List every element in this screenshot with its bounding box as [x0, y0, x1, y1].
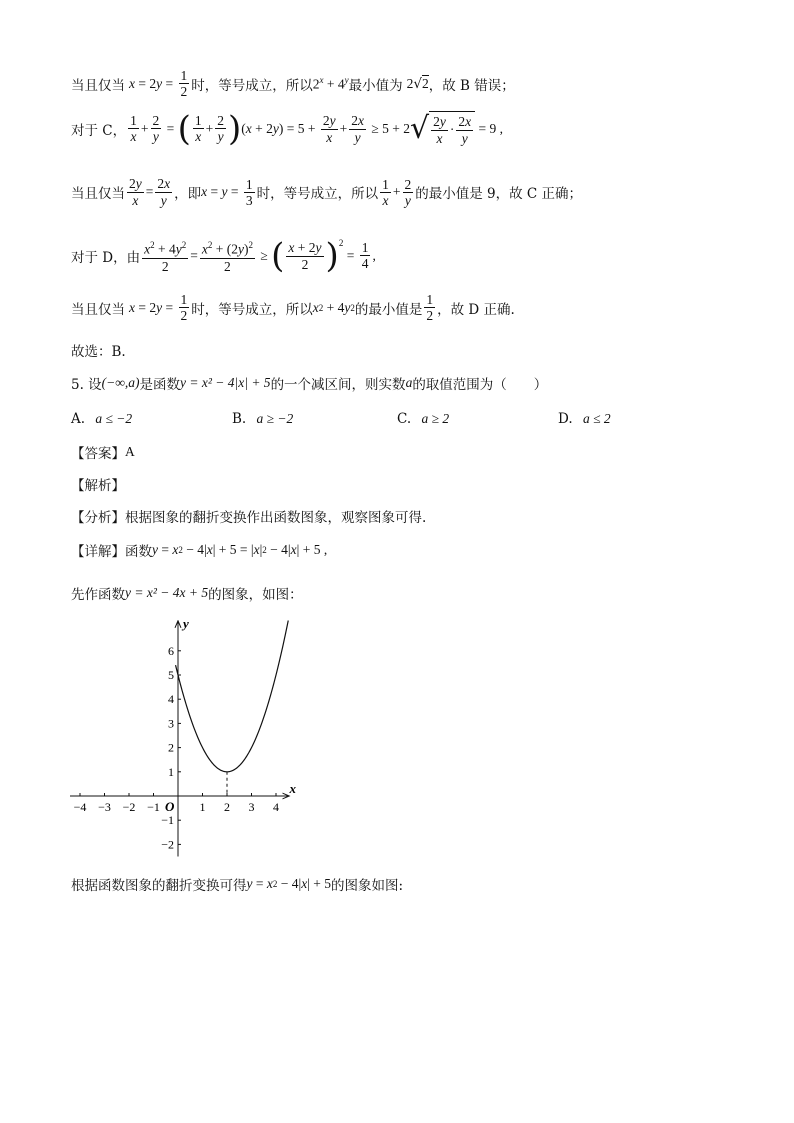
option-a: [71, 411, 132, 427]
text-equal-holds: 时，等号成立，所以: [191, 77, 313, 94]
parabola-graph: [70, 615, 310, 860]
q5-a: a: [405, 375, 413, 390]
answer-choice-line: [71, 340, 126, 360]
q5-is: 是函数: [139, 377, 181, 393]
xiangjie-tag: 【详解】: [71, 544, 125, 560]
y-tick-label: 2: [168, 740, 174, 755]
origin-label: O: [165, 799, 175, 814]
fenxi-tag: 【分析】: [71, 510, 125, 526]
y-tick-label: 1: [168, 764, 174, 779]
q5-rest: 的一个减区间，则实数: [270, 377, 406, 393]
line-b-equality: 当且仅当 x = 2 y = $\frac{1}{2}$ 时，等号成立，所以 $2^x + 4^y$ 最小值为 2√2 ，故 B 错误；: [71, 68, 515, 99]
option-b: [232, 411, 293, 427]
jiexi-line: [71, 474, 125, 494]
answer-tag: 【答案】: [71, 446, 125, 462]
text-that-is: ，即: [174, 186, 202, 202]
fold-text: 根据函数图象的翻折变换可得: [71, 878, 247, 894]
option-a-value: a ≤ −2: [95, 411, 133, 426]
first-draw-func: y = x² − 4x + 5: [125, 585, 209, 600]
text-for-c: 对于 C，: [71, 122, 127, 139]
y-tick-label: −1: [161, 813, 174, 828]
option-b-label: B.: [232, 411, 247, 427]
text-d-right: ，故 D 正确.: [437, 301, 515, 318]
x-axis-label: x: [289, 781, 296, 796]
first-draw-rest: 的图象，如图：: [208, 587, 303, 603]
xiangjie-line: 【详解】 函数 y = x 2 − 4| x | + 5 = | x | 2 − 4| x | + 5 ,: [71, 542, 328, 560]
text-when-2: 当且仅当: [71, 186, 125, 202]
option-c: [397, 411, 449, 427]
y-tick-label: 6: [168, 643, 174, 658]
option-a-label: A.: [71, 411, 86, 427]
x-tick-label: −1: [147, 800, 160, 814]
first-draw-text: 先作函数: [71, 587, 125, 603]
line-c-equality: 当且仅当 $\frac{2y}{x}$ = $\frac{2x}{y}$ ，即 x = y = $\frac{1}{3}$ 时，等号成立，所以 $\frac{1}{x}$ + $\frac{2}{y}$ 的最小值是 9，故 C 正确；: [71, 176, 583, 208]
y-tick-label: −2: [161, 837, 174, 852]
x-tick-label: −4: [73, 800, 87, 814]
answer-line: [71, 442, 135, 462]
text-min-is: 的最小值是: [354, 301, 423, 318]
first-draw-line: [71, 583, 303, 603]
option-c-label: C.: [397, 411, 412, 427]
x-tick-label: 2: [224, 800, 230, 814]
text-for-d: 对于 D，由: [71, 249, 141, 266]
option-d: [558, 411, 611, 427]
option-b-value: a ≥ −2: [256, 411, 294, 426]
x-tick-label: −3: [98, 800, 111, 814]
text-c-right: 的最小值是 9，故 C 正确；: [415, 186, 583, 202]
line-c-derivation: 对于 C， $\frac{1}{x}$ + $\frac{2}{y}$ = ( $\frac{1}{x}$ + $\frac{2}{y}$ ) ( x + 2 y ) = 5 + $\frac{2y}{x}$ + $\frac{2x}{y}$ ≥ 5 + 2 √ $\frac{2y}{x}$ · $\frac{2x}{y}$ = 9 ,: [71, 108, 504, 149]
y-tick-label: 4: [168, 692, 174, 707]
fenxi-text: 根据图象的翻折变换作出函数图象，观察图象可得.: [125, 510, 427, 526]
y-axis-label: y: [183, 615, 189, 631]
fenxi-line: [71, 506, 426, 526]
text-when-3: 当且仅当: [71, 301, 125, 318]
fold-rest: 的图象如图:: [331, 878, 404, 894]
q5-number: 5. 设: [71, 377, 102, 393]
y-tick-label: 5: [168, 668, 174, 682]
x-tick-label: 4: [273, 800, 279, 814]
q5-interval: (−∞,a): [101, 375, 140, 390]
x-tick-label: −2: [122, 800, 136, 814]
option-c-value: a ≥ 2: [421, 411, 450, 426]
x-tick-label: 3: [248, 800, 255, 814]
text-equal-holds-3: 时，等号成立，所以: [191, 301, 313, 318]
text-b-wrong: ，故 B 错误；: [428, 77, 515, 94]
q5-range: 的取值范围为（ ）: [412, 377, 548, 393]
text-min-value: 最小值为: [348, 77, 403, 94]
text-when: 当且仅当: [71, 77, 125, 94]
line-d-derivation: 对于 D，由 $\frac{x^2 + 4y^2}{2}$ = $\frac{x^2 + (2y)^2}{2}$ ≥ ( $\frac{x + 2y}{2}$ ) $^2$ = $\frac{1}{4}$ ,: [71, 235, 376, 276]
question-5: [71, 373, 547, 393]
x-tick-label: 1: [199, 800, 206, 814]
fold-line: 根据函数图象的翻折变换可得 y = x 2 − 4| x | + 5 的图象如图:: [71, 876, 404, 894]
option-d-label: D.: [558, 411, 573, 427]
jiexi-tag: 【解析】: [71, 478, 125, 494]
parabola-curve: [176, 621, 289, 772]
line-d-equality: 当且仅当 x = 2 y = $\frac{1}{2}$ 时，等号成立，所以 x 2 + 4 y 2 的最小值是 $\frac{1}{2}$ ，故 D 正确.: [71, 292, 515, 323]
q5-function: y = x² − 4|x| + 5: [180, 375, 271, 390]
y-tick-label: 3: [168, 716, 174, 731]
answer-choice: 故选：B.: [71, 344, 126, 360]
xiangjie-text: 函数: [125, 544, 152, 560]
text-equal-holds-2: 时，等号成立，所以: [256, 186, 379, 202]
answer-value: A: [125, 444, 135, 459]
option-d-value: a ≤ 2: [582, 411, 611, 426]
